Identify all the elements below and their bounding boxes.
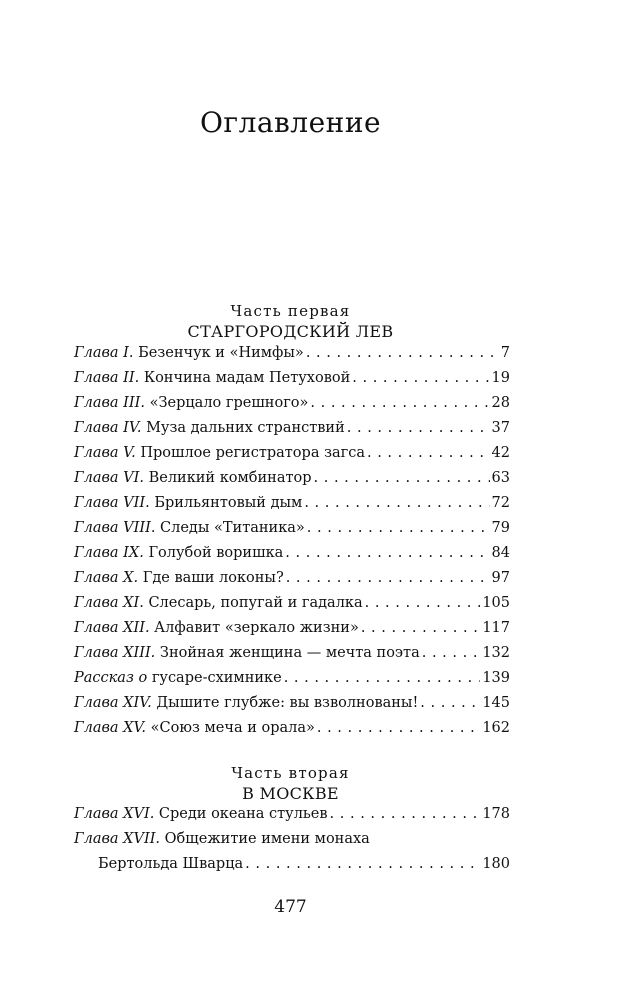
toc-entry-lead: Глава IX. <box>74 545 144 561</box>
toc-entry-text: Слесарь, попугай и гадалка <box>148 595 363 611</box>
toc-entry-text: Среди океана стульев <box>158 806 328 822</box>
toc-entry-page: 97 <box>491 570 510 586</box>
toc-entry-continuation-text: Бертольда Шварца <box>98 856 244 872</box>
toc-entry-page: 63 <box>491 470 510 486</box>
toc-entry-text: Дышите глубже: вы взволнованы! <box>156 695 419 711</box>
toc-entry-lead: Глава XIV. <box>74 695 152 711</box>
toc-entry-label <box>74 645 420 661</box>
toc-entry-lead: Рассказ о <box>74 670 148 686</box>
leader-dots <box>304 495 489 511</box>
toc-entry-page: 28 <box>491 395 510 411</box>
toc-entry-label <box>74 445 365 461</box>
toc-entry-label <box>74 495 302 511</box>
toc-entry-page: 79 <box>491 520 510 536</box>
toc-entry-text: Общежитие имени монаха <box>164 831 370 847</box>
toc-entry-lead: Глава IV. <box>74 420 142 436</box>
toc-entry-label <box>74 831 370 847</box>
toc-entry-lead: Глава X. <box>74 570 139 586</box>
part-2-title: В МОСКВЕ <box>242 784 339 803</box>
leader-dots <box>361 620 480 636</box>
toc-entry-text: Знойная женщина — мечта поэта <box>159 645 420 661</box>
toc-entry-label <box>74 595 363 611</box>
toc-entry-text: Следы «Титаника» <box>160 520 305 536</box>
leader-dots <box>365 595 481 611</box>
toc-entry-page: 178 <box>482 806 510 822</box>
toc-entry-page: 132 <box>482 645 510 661</box>
toc-entry-lead: Глава II. <box>74 370 140 386</box>
toc-entry[interactable] <box>74 545 510 570</box>
toc-entry-label <box>74 370 350 386</box>
leader-dots <box>420 695 480 711</box>
toc-entry-label <box>74 570 284 586</box>
toc-entry-lead: Глава VII. <box>74 495 150 511</box>
part-1-label: Часть первая <box>230 302 351 320</box>
toc-entry-page: 145 <box>482 695 510 711</box>
page-title: Оглавление <box>199 106 382 139</box>
leader-dots <box>422 645 481 661</box>
toc-entry-page: 19 <box>491 370 510 386</box>
toc-entry-label <box>74 470 312 486</box>
toc-entry-page: 105 <box>482 595 510 611</box>
leader-dots <box>284 670 481 686</box>
toc-entry-page: 180 <box>482 856 510 872</box>
leader-dots <box>245 856 480 872</box>
leader-dots <box>307 520 490 536</box>
toc-entry-text: Прошлое регистратора загса <box>140 445 365 461</box>
toc-entry-page: 84 <box>491 545 510 561</box>
toc-entry[interactable] <box>74 806 510 831</box>
leader-dots <box>347 420 490 436</box>
toc-entry-label <box>74 806 328 822</box>
toc-entry-lead: Глава XVII. <box>74 831 161 847</box>
leader-dots <box>310 395 489 411</box>
toc-entry-lead: Глава XVI. <box>74 806 155 822</box>
toc-entry-lead: Глава XIII. <box>74 645 156 661</box>
toc-entry-label <box>74 345 304 361</box>
part-2-label: Часть вторая <box>231 764 350 782</box>
toc-entry-page: 139 <box>482 670 510 686</box>
toc-entry-text: Голубой воришка <box>148 545 284 561</box>
leader-dots <box>330 806 481 822</box>
toc-entry[interactable] <box>74 570 510 595</box>
toc-entry-text: Где ваши локоны? <box>142 570 284 586</box>
toc-entry[interactable] <box>74 520 510 545</box>
toc-entry-lead: Глава I. <box>74 345 134 361</box>
toc-entry[interactable] <box>74 645 510 670</box>
toc-entry[interactable] <box>74 720 510 745</box>
toc-entry[interactable] <box>74 620 510 645</box>
part-2-heading <box>0 764 581 805</box>
toc-entry-text: «Союз меча и орала» <box>150 720 315 736</box>
toc-entry-label <box>74 670 282 686</box>
toc-entry-lead: Глава VI. <box>74 470 144 486</box>
leader-dots <box>286 570 490 586</box>
toc-entry-text: Безенчук и «Нимфы» <box>138 345 304 361</box>
toc-entry[interactable] <box>74 595 510 620</box>
toc-entry-lead: Глава VIII. <box>74 520 156 536</box>
toc-entry-lead: Глава XI. <box>74 595 144 611</box>
toc-entry-continuation[interactable] <box>74 856 510 881</box>
toc-entry-page: 7 <box>500 345 510 361</box>
toc-entry-label <box>74 395 308 411</box>
toc-entry-text: «Зерцало грешного» <box>149 395 309 411</box>
toc-entry[interactable] <box>74 445 510 470</box>
toc-entry-lead: Глава XII. <box>74 620 150 636</box>
leader-dots <box>314 470 490 486</box>
toc-entry[interactable] <box>74 420 510 445</box>
part-1-heading <box>0 302 581 343</box>
toc-entry-label <box>74 720 315 736</box>
toc-entry-label <box>74 520 305 536</box>
toc-entry-lead: Глава V. <box>74 445 136 461</box>
page-number: 477 <box>274 897 307 917</box>
toc-entry[interactable] <box>74 695 510 720</box>
toc-entry-first-line[interactable] <box>74 831 510 856</box>
toc-part-2 <box>74 806 510 881</box>
leader-dots <box>317 720 480 736</box>
toc-entry-lead: Глава XV. <box>74 720 147 736</box>
toc-entry[interactable] <box>74 670 510 695</box>
toc-entry-text: Великий комбинатор <box>148 470 312 486</box>
leader-dots <box>285 545 489 561</box>
toc-entry-label <box>74 620 359 636</box>
leader-dots <box>352 370 489 386</box>
toc-entry[interactable] <box>74 495 510 520</box>
toc-entry[interactable] <box>74 345 510 370</box>
toc-entry-page: 162 <box>482 720 510 736</box>
leader-dots <box>306 345 499 361</box>
toc-entry-text: Кончина мадам Петуховой <box>143 370 351 386</box>
toc-entry[interactable] <box>74 470 510 495</box>
toc-entry-lead: Глава III. <box>74 395 145 411</box>
toc-entry[interactable] <box>74 370 510 395</box>
toc-entry-page: 72 <box>491 495 510 511</box>
toc-part-1 <box>74 345 510 745</box>
toc-entry-page: 117 <box>482 620 510 636</box>
toc-entry-text: Брильянтовый дым <box>154 495 303 511</box>
part-1-title: СТАРГОРОДСКИЙ ЛЕВ <box>187 322 394 341</box>
toc-entry-text: Муза дальних странствий <box>146 420 345 436</box>
toc-entry[interactable] <box>74 395 510 420</box>
toc-entry-text: гусаре-схимнике <box>151 670 282 686</box>
toc-entry-page: 37 <box>491 420 510 436</box>
toc-entry-text: Алфавит «зеркало жизни» <box>154 620 359 636</box>
toc-entry-label <box>74 545 283 561</box>
toc-entry-page: 42 <box>491 445 510 461</box>
toc-entry-label <box>74 420 345 436</box>
leader-dots <box>367 445 490 461</box>
toc-entry-label <box>74 695 418 711</box>
